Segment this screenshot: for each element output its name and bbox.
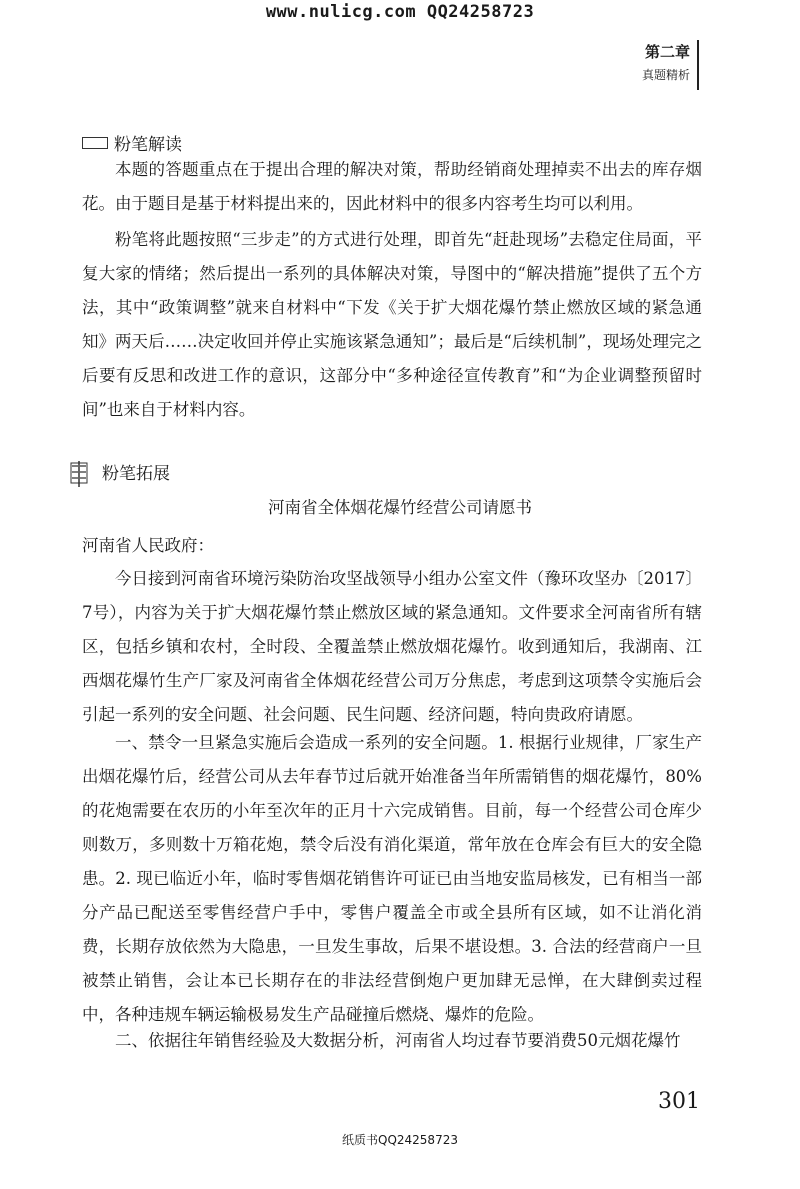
section-heading-text: 粉笔拓展: [102, 464, 170, 484]
section-heading-interpretation: [82, 130, 182, 155]
paragraph: 本题的答题重点在于提出合理的解决对策，帮助经销商处理掉卖不出去的库存烟花。由于题目是基于材料提出来的，因此材料中的很多内容考生均可以利用。: [82, 160, 702, 213]
paragraph: 粉笔将此题按照“三步走”的方式进行处理，即首先“赶赴现场”去稳定住局面，平复大家的情绪；然后提出一系列的具体解决对策，导图中的“解决措施”提供了五个方法，其中“政策调整”就来自材料中“下发《关于扩大烟花爆竹禁止燃放区域的紧急通知》两天后……决定收回并停止实施该紧急通知”；最后是“后续机制”，现场处理完之后要有反思和改进工作的意识，这部分中“多种途径宣传教育”和“为企业调整预留时间”也来自于材料内容。: [82, 230, 702, 419]
chapter-subtitle: 真题精析: [641, 68, 690, 82]
chapter-divider: [697, 40, 699, 90]
top-watermark: www.nulicg.com QQ24258723: [265, 2, 535, 22]
paragraph: 今日接到河南省环境污染防治攻坚战领导小组办公室文件（豫环攻坚办〔2017〕7号），内容为关于扩大烟花爆竹禁止燃放区域的紧急通知。文件要求全河南省所有辖区，包括乡镇和农村，全时段、全覆盖禁止燃放烟花爆竹。收到通知后，我湖南、江西烟花爆竹生产厂家及河南省全体烟花经营公司万分焦虑，考虑到这项禁令实施后会引起一系列的安全问题、社会问题、民生问题、经济问题，特向贵政府请愿。: [82, 569, 702, 724]
page-number: 301: [658, 1089, 700, 1114]
section-heading-text: 粉笔解读: [114, 135, 182, 155]
bottom-watermark: 纸质书QQ24258723: [342, 1133, 458, 1147]
letter-salutation: 河南省人民政府：: [82, 536, 214, 555]
letter-title: 河南省全体烟花爆竹经营公司请愿书: [268, 498, 532, 517]
book-marker-icon: [70, 460, 88, 488]
chapter-header: [642, 42, 690, 84]
paragraph: 二、依据往年销售经验及大数据分析，河南省人均过春节要消费50元烟花爆竹: [115, 1031, 681, 1050]
section-heading-extension: [70, 459, 170, 488]
section-marker-icon: [82, 137, 108, 149]
paragraph: 一、禁令一旦紧急实施后会造成一系列的安全问题。1. 根据行业规律，厂家生产出烟花爆竹后，经营公司从去年春节过后就开始准备当年所需销售的烟花爆竹，80%的花炮需要在农历的小年至次年的正月十六完成销售。目前，每一个经营公司仓库少则数万，多则数十万箱花炮，禁令后没有消化渠道，常年放在仓库会有巨大的安全隐患。2. 现已临近小年，临时零售烟花销售许可证已由当地安监局核发，已有相当一部分产品已配送至零售经营户手中，零售户覆盖全市或全县所有区域，如不让消化消费，长期存放依然为大隐患，一旦发生事故，后果不堪设想。3. 合法的经营商户一旦被禁止销售，会让本已长期存在的非法经营倒炮户更加肆无忌惮，在大肆倒卖过程中，各种违规车辆运输极易发生产品碰撞后燃烧、爆炸的危险。: [82, 733, 702, 1024]
chapter-number: 第二章: [644, 43, 690, 61]
